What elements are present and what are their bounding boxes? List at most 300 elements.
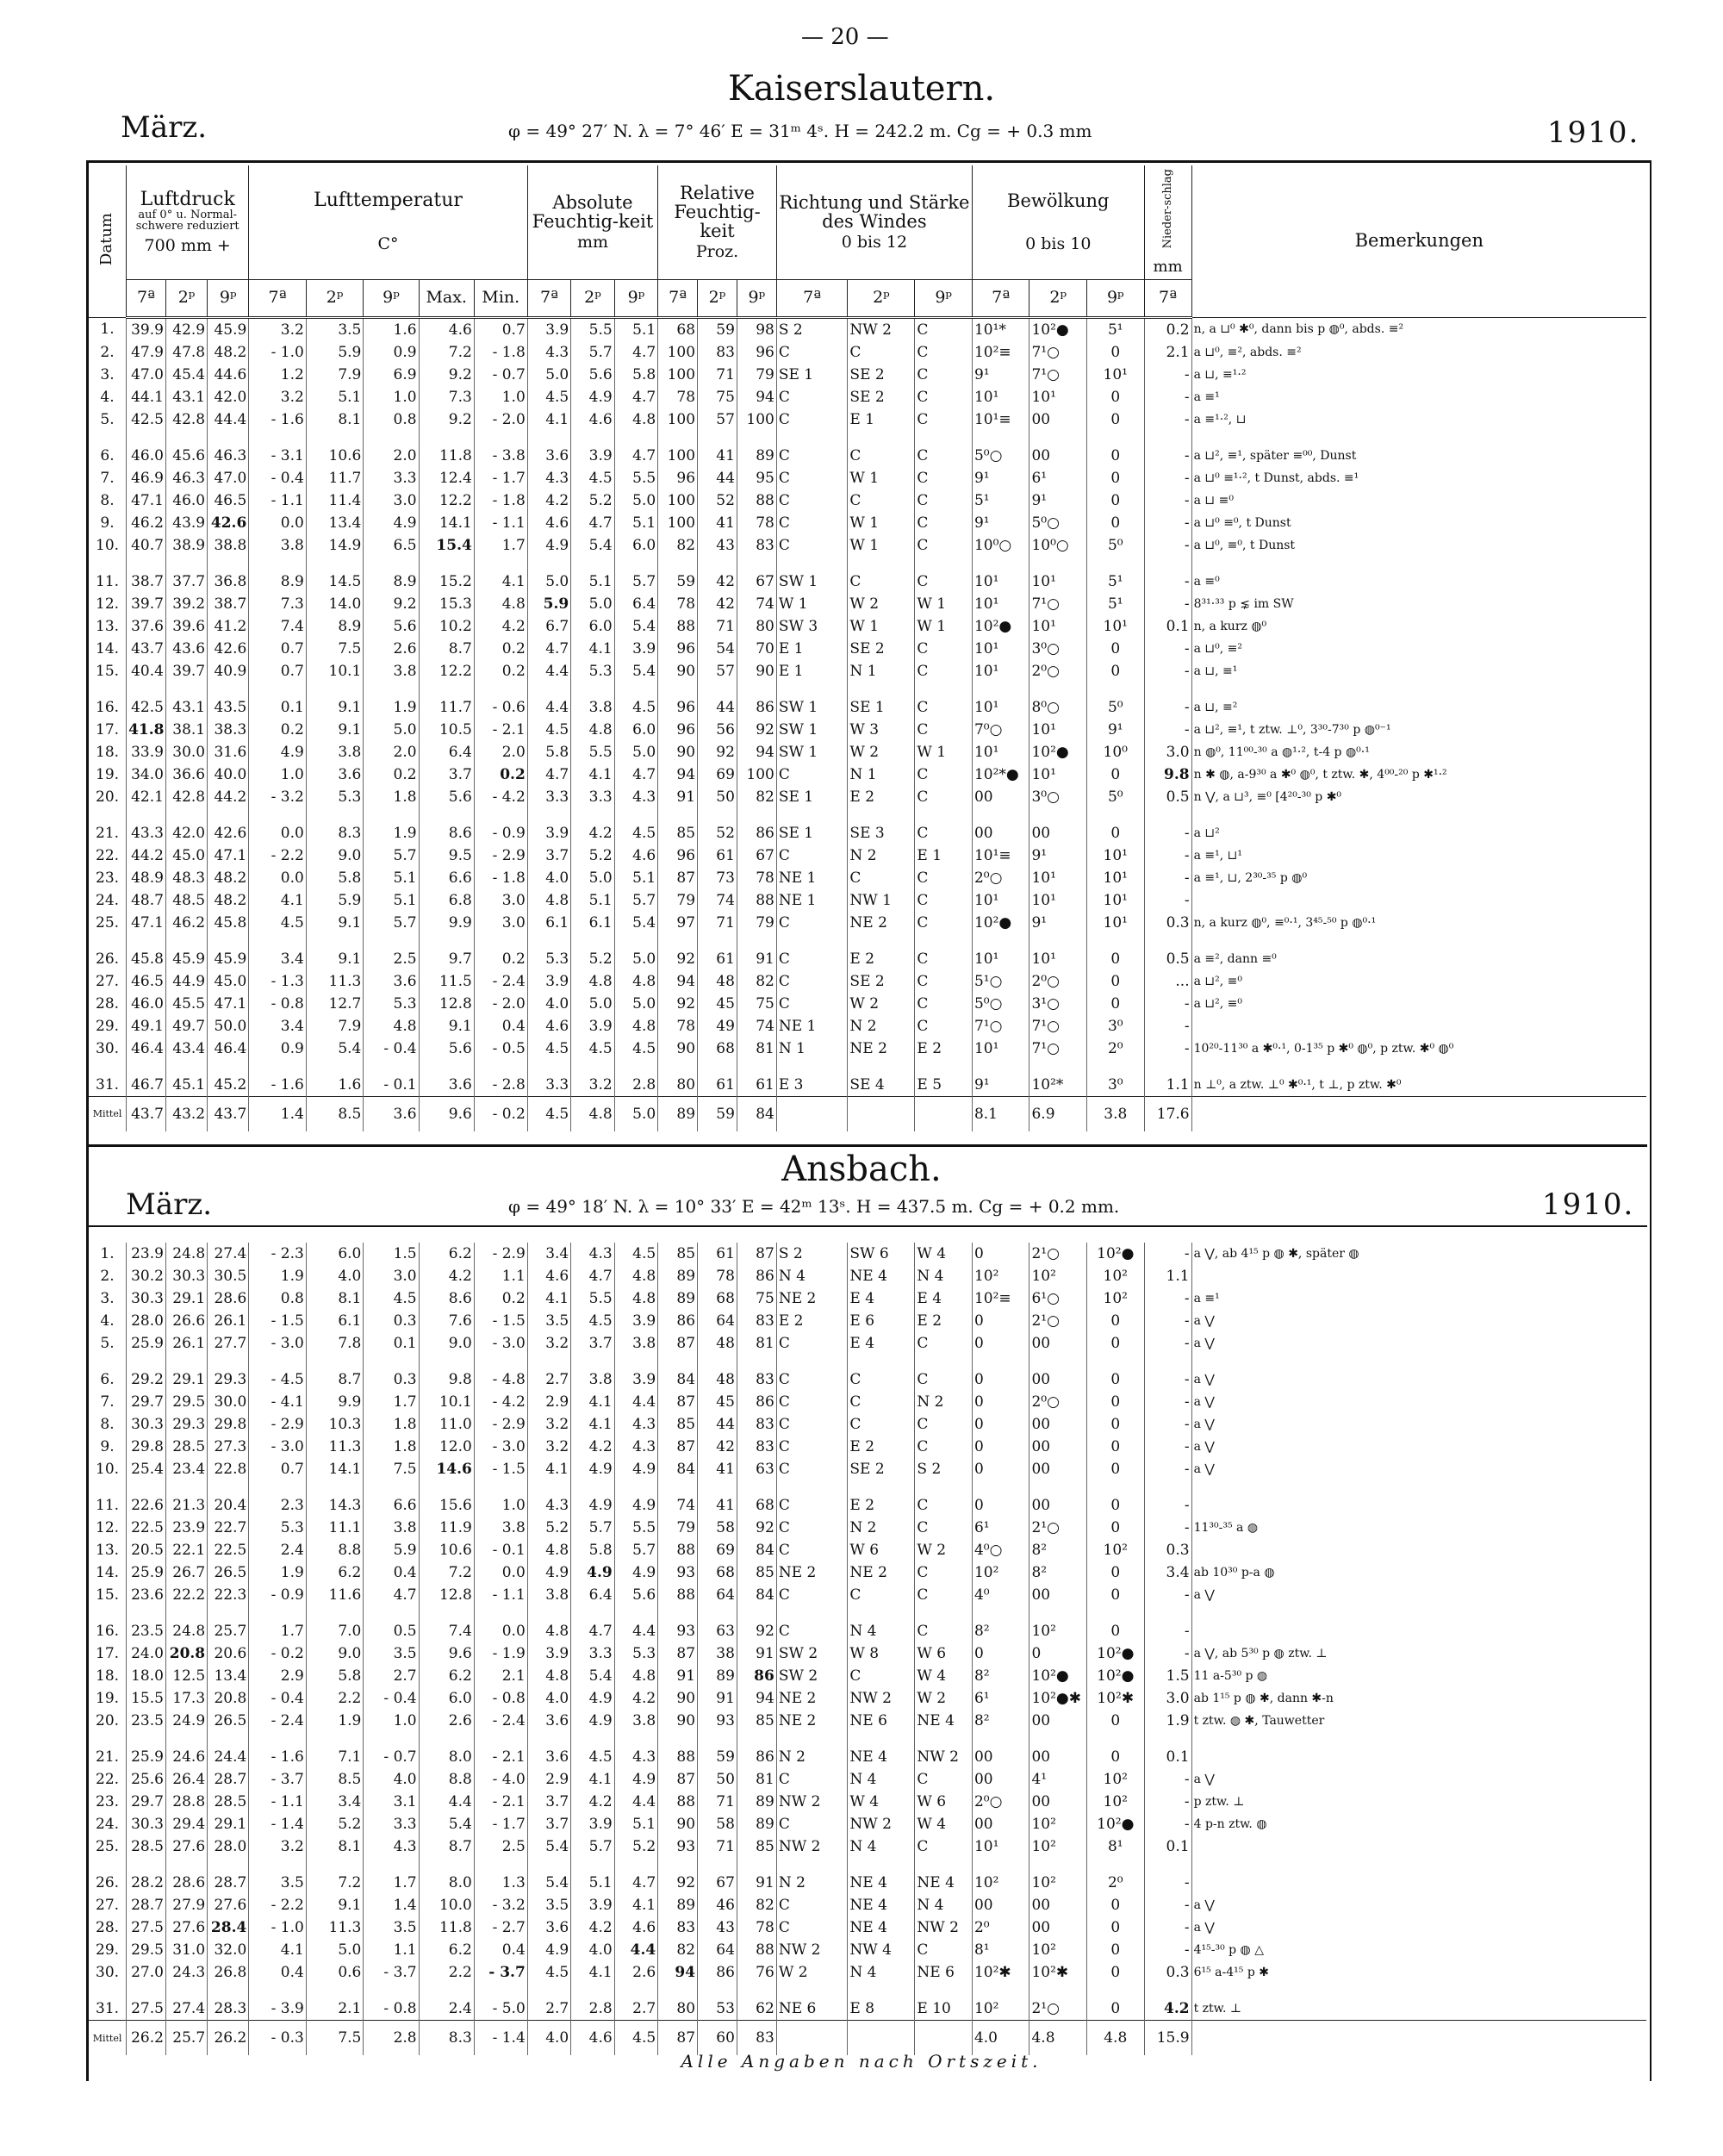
data-cell: 0 (972, 1487, 1029, 1517)
data-cell: 0.1 (1144, 1739, 1191, 1768)
data-cell: 10²● (1087, 1642, 1145, 1665)
data-cell: 4.5 (571, 467, 614, 489)
data-cell: 0.0 (249, 867, 307, 889)
data-cell: C (776, 534, 848, 564)
data-cell: 25.9 (127, 1561, 166, 1584)
data-cell: - 1.1 (474, 512, 527, 534)
data-cell: 42 (698, 593, 737, 615)
data-cell: W 2 (776, 1961, 848, 1991)
data-cell: 78 (737, 867, 776, 889)
data-cell: 40.7 (127, 534, 166, 564)
data-cell: 10¹ (1029, 719, 1087, 741)
data-cell: 59 (698, 317, 737, 341)
data-cell: 10¹ (1029, 763, 1087, 786)
data-cell: 4.5 (527, 1961, 570, 1991)
data-cell: 3.0 (474, 912, 527, 941)
data-cell: 10⁰ (1087, 741, 1145, 763)
date-cell: 2. (89, 341, 127, 364)
data-cell: E 3 (776, 1067, 848, 1097)
data-cell: ... (1144, 970, 1191, 993)
data-cell: 81 (737, 1768, 776, 1791)
data-cell: 50 (698, 1768, 737, 1791)
table-row (89, 1710, 1646, 1739)
data-cell: 46.9 (127, 467, 166, 489)
data-cell: - 1.4 (249, 1813, 307, 1835)
data-cell: E 4 (848, 1287, 915, 1310)
data-cell: 48.3 (165, 867, 207, 889)
data-cell: 22.2 (165, 1584, 207, 1613)
remark-cell: a ⋁ (1193, 1418, 1215, 1431)
data-cell: 4.5 (571, 1037, 614, 1067)
data-cell: 4.5 (527, 1037, 570, 1067)
data-cell: - 2.1 (474, 1739, 527, 1768)
data-cell: - 3.1 (249, 438, 307, 467)
data-cell: 43.1 (165, 689, 207, 719)
data-cell: 4.1 (614, 1894, 657, 1916)
data-cell: 2.7 (364, 1665, 419, 1687)
data-cell: - 1.8 (474, 489, 527, 512)
data-cell: - 0.2 (249, 1642, 307, 1665)
data-cell: 5⁰ (1087, 689, 1145, 719)
data-cell: 0.3 (1144, 1961, 1191, 1991)
data-cell: 3.9 (614, 1310, 657, 1332)
data-cell: C (915, 815, 973, 844)
data-cell: - (1144, 1413, 1191, 1436)
remark-cell (1191, 1487, 1646, 1517)
data-cell: 1.2 (249, 364, 307, 386)
data-cell: - (1144, 1939, 1191, 1961)
table-row (89, 408, 1646, 438)
station-coords: φ = 49° 18′ N. λ = 10° 33′ E = 42ᵐ 13ˢ. H = 437.5 m. Cg = + 0.2 mm. (508, 1196, 1120, 1217)
mean-cell (1191, 1096, 1646, 1131)
data-cell: 4.9 (527, 1939, 570, 1961)
table-row (89, 941, 1646, 970)
data-cell: 5⁰○ (1029, 512, 1087, 534)
table-row (89, 1613, 1646, 1642)
data-cell: 7¹○ (1029, 593, 1087, 615)
table-row (89, 970, 1646, 993)
data-cell: 88 (737, 489, 776, 512)
data-cell: 52 (698, 815, 737, 844)
data-cell: W 4 (915, 1665, 973, 1687)
data-cell: 6.4 (614, 593, 657, 615)
date-cell: 5. (89, 408, 127, 438)
data-cell: 4.5 (571, 1739, 614, 1768)
data-cell: 75 (698, 386, 737, 408)
data-cell: 96 (658, 638, 698, 660)
data-cell: 8.8 (419, 1768, 474, 1791)
data-cell: - (1144, 1037, 1191, 1067)
mean-cell: 4.8 (571, 1096, 614, 1131)
data-cell: 0 (1087, 1362, 1145, 1391)
data-cell: 8.7 (306, 1362, 364, 1391)
remark-cell: n ◍⁰, 11⁰⁰-³⁰ a ◍¹·², t-4 p ◍⁰·¹ (1193, 745, 1370, 759)
data-cell: 3.3 (364, 1813, 419, 1835)
data-cell: W 2 (848, 593, 915, 615)
data-cell: 76 (737, 1961, 776, 1991)
table-row (89, 512, 1646, 534)
data-cell: 1.1 (364, 1939, 419, 1961)
data-cell: 3.5 (306, 317, 364, 341)
data-cell: - 0.9 (474, 815, 527, 844)
data-cell: 71 (698, 912, 737, 941)
data-cell: 4.8 (527, 1665, 570, 1687)
date-cell: 22. (89, 1768, 127, 1791)
data-cell: 3.0 (474, 889, 527, 912)
data-cell: 83 (658, 1916, 698, 1939)
data-cell: C (776, 1894, 848, 1916)
data-cell: 6¹ (972, 1687, 1029, 1710)
data-cell: 0 (1087, 1584, 1145, 1613)
data-cell: 6.1 (306, 1310, 364, 1332)
data-cell: 47.1 (127, 912, 166, 941)
wind-header: Richtung und Stärke des Windes 0 bis 12 (776, 165, 972, 279)
data-cell: - (1144, 689, 1191, 719)
data-cell: - (1144, 1865, 1191, 1894)
data-cell: 3.0 (364, 1265, 419, 1287)
data-cell: - 1.0 (249, 1916, 307, 1939)
data-cell: 64 (698, 1310, 737, 1332)
data-cell: 10¹* (972, 317, 1029, 341)
col-7a: 7ª (1144, 279, 1191, 317)
col-7a: 7ª (527, 279, 570, 317)
mean-cell: 6.9 (1029, 1096, 1087, 1131)
data-cell: 3.5 (249, 1865, 307, 1894)
data-cell: C (848, 867, 915, 889)
data-cell: 88 (737, 1939, 776, 1961)
data-cell: 3.9 (571, 1813, 614, 1835)
data-cell: 9.1 (306, 689, 364, 719)
date-cell: 6. (89, 1362, 127, 1391)
data-cell: - (1144, 364, 1191, 386)
data-cell: 0 (1087, 1436, 1145, 1458)
date-cell: 29. (89, 1939, 127, 1961)
data-cell: 38.9 (165, 534, 207, 564)
date-cell: 27. (89, 970, 127, 993)
data-cell: 5.7 (614, 1539, 657, 1561)
data-cell: 0 (1087, 815, 1145, 844)
data-cell: 2.3 (249, 1487, 307, 1517)
data-cell: 00 (1029, 1436, 1087, 1458)
table-row (89, 341, 1646, 364)
remark-cell: a ⊔⁰, ≡⁰, t Dunst (1193, 538, 1296, 552)
data-cell: 8² (972, 1613, 1029, 1642)
data-cell: 11.8 (419, 438, 474, 467)
date-cell: 3. (89, 364, 127, 386)
page-number: — 20 — (801, 24, 889, 50)
data-cell: 1.5 (1144, 1665, 1191, 1687)
table-row (89, 1067, 1646, 1097)
data-cell: - (1144, 1642, 1191, 1665)
data-cell: 0 (1087, 1413, 1145, 1436)
remark-cell: a ⊔², ≡⁰ (1193, 974, 1242, 988)
table-row (89, 1310, 1646, 1332)
data-cell: 29.3 (208, 1362, 249, 1391)
data-cell: 3.8 (614, 1332, 657, 1362)
data-cell: 20.6 (208, 1642, 249, 1665)
date-cell: 19. (89, 1687, 127, 1710)
data-cell: 4.7 (571, 1613, 614, 1642)
data-cell: 3.9 (614, 638, 657, 660)
table-row (89, 763, 1646, 786)
data-cell: 15.2 (419, 564, 474, 593)
data-cell: C (848, 489, 915, 512)
data-cell: 87 (737, 1243, 776, 1265)
data-cell: C (915, 1436, 973, 1458)
data-cell: 5¹○ (972, 970, 1029, 993)
data-cell: E 2 (776, 1310, 848, 1332)
data-cell: 28.7 (208, 1768, 249, 1791)
data-cell: 2.6 (614, 1961, 657, 1991)
data-cell: C (915, 512, 973, 534)
data-cell: 4.4 (419, 1791, 474, 1813)
table-row (89, 386, 1646, 408)
data-cell: 80 (658, 1991, 698, 2021)
data-cell: 5.1 (364, 889, 419, 912)
data-cell: 4.5 (614, 1243, 657, 1265)
data-cell: 6.0 (614, 534, 657, 564)
data-cell: 86 (737, 689, 776, 719)
data-cell: W 2 (915, 1687, 973, 1710)
data-cell: 4.8 (527, 1539, 570, 1561)
data-cell: 47.1 (208, 993, 249, 1015)
data-cell: 87 (658, 1391, 698, 1413)
data-cell: 61 (698, 1243, 737, 1265)
data-cell: 5.4 (614, 615, 657, 638)
remark-cell: a ⊔², ≡¹, später ≡⁰⁰, Dunst (1193, 448, 1357, 463)
data-cell: 0.2 (474, 941, 527, 970)
data-cell: SE 1 (776, 815, 848, 844)
data-cell: 10²● (1087, 1813, 1145, 1835)
data-cell: 0.5 (1144, 941, 1191, 970)
data-cell: 4.4 (527, 689, 570, 719)
data-cell: 0 (1029, 1642, 1087, 1665)
data-cell: 40.0 (208, 763, 249, 786)
data-cell: - (1144, 1362, 1191, 1391)
data-cell: 8.1 (306, 408, 364, 438)
data-cell: 29.1 (165, 1287, 207, 1310)
data-cell: 9.8 (419, 1362, 474, 1391)
data-cell: 2⁰○ (1029, 660, 1087, 689)
table-row (89, 1015, 1646, 1037)
date-cell: 20. (89, 786, 127, 815)
remark-cell: a ⋁ (1193, 1921, 1215, 1935)
data-cell: 69 (698, 1539, 737, 1561)
data-cell: 29.7 (127, 1391, 166, 1413)
date-cell: 23. (89, 1791, 127, 1813)
data-cell: 80 (737, 615, 776, 638)
abs-humidity-header: Absolute Feuchtig-keit mm (527, 165, 657, 279)
data-cell: 5.4 (527, 1865, 570, 1894)
mean-cell: - 0.2 (474, 1096, 527, 1131)
table-row (89, 1791, 1646, 1813)
data-cell: 12.2 (419, 489, 474, 512)
data-cell: - 2.2 (249, 1894, 307, 1916)
data-cell: 9.9 (306, 1391, 364, 1413)
data-cell: 48 (698, 970, 737, 993)
data-cell: C (848, 564, 915, 593)
data-cell: 0 (1087, 1517, 1145, 1539)
data-cell: 28.7 (127, 1894, 166, 1916)
data-cell: 8¹ (1087, 1835, 1145, 1865)
data-cell: 61 (698, 844, 737, 867)
remark-cell: n ⊥⁰, a ztw. ⊥⁰ ✱⁰·¹, t ⊥, p ztw. ✱⁰ (1193, 1077, 1402, 1092)
data-cell: 0 (1087, 467, 1145, 489)
table-row (89, 1739, 1646, 1768)
data-cell: 42.5 (127, 689, 166, 719)
mean-cell: 59 (698, 1096, 737, 1131)
table-row (89, 741, 1646, 763)
data-cell: 4.3 (614, 1436, 657, 1458)
data-cell: W 4 (848, 1791, 915, 1813)
table-row (89, 1243, 1646, 1265)
data-cell: 10⁰○ (1029, 534, 1087, 564)
data-cell: 2.0 (474, 741, 527, 763)
data-cell: 4.7 (614, 1865, 657, 1894)
data-cell: 0 (1087, 1310, 1145, 1332)
data-cell: 3.9 (571, 1015, 614, 1037)
data-cell: - (1144, 1332, 1191, 1362)
data-cell: 10¹ (972, 1037, 1029, 1067)
data-cell: 1.0 (364, 386, 419, 408)
data-cell: 2.6 (419, 1710, 474, 1739)
remark-cell: n ⋁, a ⊔³, ≡⁰ [4²⁰-³⁰ p ✱⁰ (1193, 789, 1342, 804)
data-cell: 0.3 (364, 1310, 419, 1332)
data-cell: 6.8 (419, 889, 474, 912)
data-cell: 27.6 (208, 1894, 249, 1916)
data-cell: 25.9 (127, 1332, 166, 1362)
mean-cell: 4.5 (614, 2021, 657, 2056)
data-cell: - 1.1 (249, 489, 307, 512)
data-cell: - 2.4 (474, 970, 527, 993)
data-cell: 0 (1087, 1332, 1145, 1362)
data-cell: 4.8 (527, 1613, 570, 1642)
data-cell: 85 (658, 1413, 698, 1436)
mean-cell: - 0.3 (249, 2021, 307, 2056)
data-cell: 6.7 (527, 615, 570, 638)
data-cell: - 2.0 (474, 408, 527, 438)
remark-cell: p ztw. ⊥ (1193, 1795, 1245, 1809)
data-cell: 49.1 (127, 1015, 166, 1037)
data-cell: 84 (658, 1458, 698, 1487)
data-cell: 11.1 (306, 1517, 364, 1539)
data-cell: 5.4 (571, 1665, 614, 1687)
data-cell: 28.8 (165, 1791, 207, 1813)
data-cell: 10²✱ (1029, 1961, 1087, 1991)
table-row (89, 1916, 1646, 1939)
data-cell: 0 (1087, 1561, 1145, 1584)
data-cell: 94 (737, 1687, 776, 1710)
date-cell: 9. (89, 512, 127, 534)
data-cell: W 4 (915, 1813, 973, 1835)
data-cell: 43.7 (127, 638, 166, 660)
data-cell: 9.1 (306, 1894, 364, 1916)
mean-cell: 15.9 (1144, 2021, 1191, 2056)
data-cell: 5¹ (1087, 593, 1145, 615)
data-cell: 50 (698, 786, 737, 815)
data-cell: C (915, 364, 973, 386)
data-cell: 3.5 (364, 1916, 419, 1939)
remark-cell: 4 p-n ztw. ◍ (1193, 1817, 1267, 1831)
data-cell: 27.6 (165, 1835, 207, 1865)
data-cell: 5.4 (419, 1813, 474, 1835)
data-cell: 100 (658, 408, 698, 438)
date-cell: 4. (89, 1310, 127, 1332)
data-cell: 39.7 (165, 660, 207, 689)
data-cell: 7.8 (306, 1332, 364, 1362)
data-cell: 10¹ (1029, 564, 1087, 593)
data-cell: 4.7 (614, 386, 657, 408)
data-cell: 0 (1087, 438, 1145, 467)
data-cell: C (915, 341, 973, 364)
precip-header: Nieder-schlag mm (1144, 165, 1191, 279)
data-cell: 0 (1087, 941, 1145, 970)
data-cell: 88 (737, 889, 776, 912)
data-cell: 8.6 (419, 1287, 474, 1310)
data-cell: - (1144, 489, 1191, 512)
data-cell: 91 (737, 941, 776, 970)
data-cell: 10² (972, 1561, 1029, 1584)
data-cell: 1.9 (249, 1561, 307, 1584)
data-cell: 15.4 (419, 534, 474, 564)
remark-cell (1191, 1865, 1646, 1894)
data-cell: 44 (698, 467, 737, 489)
mean-cell: 5.0 (614, 1096, 657, 1131)
data-cell: 10²●✱ (1029, 1687, 1087, 1710)
data-cell: N 1 (776, 1037, 848, 1067)
data-cell: 7.2 (419, 341, 474, 364)
data-cell: 1.1 (474, 1265, 527, 1287)
data-cell: 92 (737, 1613, 776, 1642)
data-cell: 91 (737, 1642, 776, 1665)
data-cell: 88 (658, 1791, 698, 1813)
data-cell: 43.6 (165, 638, 207, 660)
year-label: 1910. (1547, 115, 1640, 150)
data-cell: - (1144, 1584, 1191, 1613)
data-cell: W 1 (848, 512, 915, 534)
data-cell: 10²✱ (972, 1961, 1029, 1991)
data-cell: SE 2 (848, 386, 915, 408)
col-9p: 9ᵖ (915, 279, 973, 317)
data-cell: 10.1 (306, 660, 364, 689)
data-cell: S 2 (776, 1243, 848, 1265)
data-cell: 9.1 (306, 719, 364, 741)
data-cell: - (1144, 1287, 1191, 1310)
data-cell: C (776, 1362, 848, 1391)
data-cell: 9.7 (419, 941, 474, 970)
data-cell: 94 (737, 386, 776, 408)
data-cell: - (1144, 1894, 1191, 1916)
data-cell: 0.7 (249, 1458, 307, 1487)
data-cell: 5.0 (571, 993, 614, 1015)
mean-cell: 4.8 (1029, 2021, 1087, 2056)
data-cell: 42.8 (165, 786, 207, 815)
data-cell: C (915, 867, 973, 889)
data-cell: 30.0 (165, 741, 207, 763)
table-row (89, 1584, 1646, 1613)
data-cell: 5⁰○ (972, 993, 1029, 1015)
data-cell: 20.4 (208, 1487, 249, 1517)
data-cell: 4.9 (249, 741, 307, 763)
data-cell: 17.3 (165, 1687, 207, 1710)
data-cell: 4.2 (571, 815, 614, 844)
data-cell: 7⁰○ (972, 719, 1029, 741)
data-cell: 11.8 (419, 1916, 474, 1939)
data-cell: - 1.1 (474, 1584, 527, 1613)
data-cell: 0 (1087, 341, 1145, 364)
data-cell: 3.2 (527, 1436, 570, 1458)
data-cell: 4.2 (614, 1687, 657, 1710)
